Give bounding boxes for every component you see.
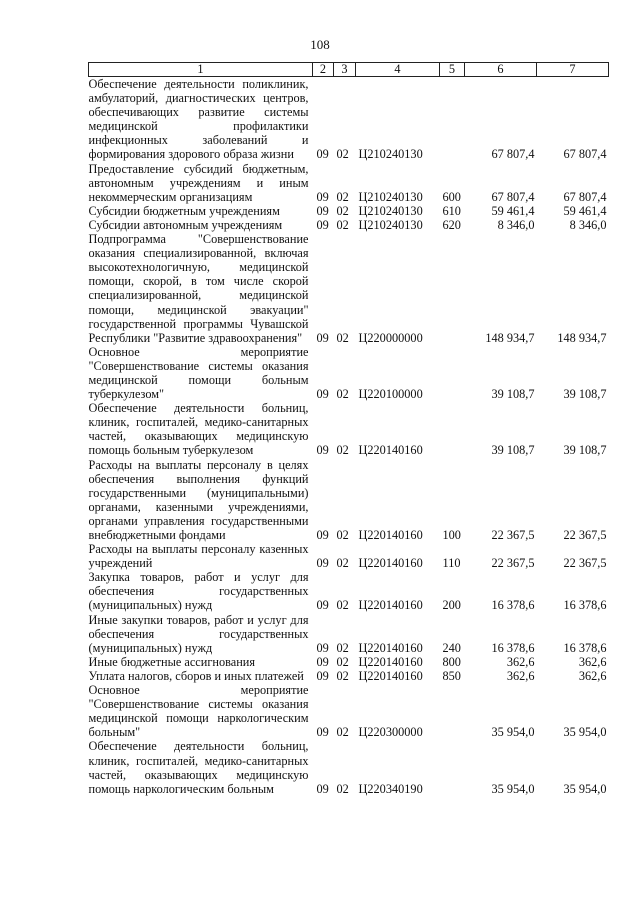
row-target-code: Ц220140160 [358,598,423,613]
row-amount-1: 16 378,6 [491,640,535,655]
row-expense-type: 600 [442,189,461,204]
table-row [89,570,609,612]
row-amount-1: 59 461,4 [491,203,535,218]
row-section: 09 [316,203,329,218]
row-expense-type: 100 [442,528,461,542]
row-amount-2: 8 346,0 [569,217,607,232]
row-name: Обеспечение деятельности больниц, клиник, госпиталей, медико-санитарных частей, оказывающих медицинскую помощь наркологическим больным [88,739,309,796]
row-name: Предоставление субсидий бюджетным, автономным учреждениям и иным некоммерческим организациям [88,161,309,204]
budget-table [88,62,609,796]
row-section: 09 [316,654,329,669]
row-target-code: Ц210240130 [358,147,423,162]
row-amount-1: 22 367,5 [491,556,535,571]
row-section: 09 [316,725,329,740]
row-target-code: Ц220300000 [358,725,423,740]
row-amount-1: 39 108,7 [491,443,535,458]
row-name: Субсидии автономным учреждениям [88,217,283,232]
row-target-code: Ц220140160 [358,668,423,683]
row-target-code: Ц210240130 [358,189,423,204]
row-amount-1: 362,6 [506,668,535,683]
row-amount-1: 148 934,7 [485,330,535,345]
row-amount-1: 8 346,0 [497,217,535,232]
row-target-code: Ц220140160 [358,640,423,655]
row-subsection: 02 [336,668,349,683]
row-expense-type: 800 [442,654,461,669]
row-section: 09 [316,443,329,458]
table-row [89,669,609,683]
row-amount-2: 16 378,6 [563,640,607,655]
table-row [89,77,609,162]
table-row [89,683,609,739]
row-expense-type: 240 [442,640,461,655]
row-amount-2: 67 807,4 [563,147,607,162]
row-amount-2: 16 378,6 [563,598,607,613]
row-expense-type [440,77,465,162]
row-subsection: 02 [336,189,349,204]
header-col-7: 7 [537,63,609,77]
header-col-1: 1 [89,63,313,77]
row-section: 09 [316,556,329,571]
row-section: 09 [316,640,329,655]
table-row [89,401,609,457]
row-name: Иные закупки товаров, работ и услуг для обеспечения государственных (муниципальных) нужд [88,612,309,655]
row-section: 09 [316,668,329,683]
table-row [89,613,609,655]
row-target-code: Ц220140160 [358,654,423,669]
header-col-5: 5 [440,63,465,77]
row-expense-type: 620 [442,217,461,232]
row-subsection: 02 [336,556,349,571]
table-row [89,739,609,795]
row-amount-1: 67 807,4 [491,147,535,162]
row-amount-2: 22 367,5 [563,556,607,571]
row-expense-type [440,232,465,345]
row-expense-type [440,345,465,401]
row-section: 09 [316,598,329,613]
row-name: Закупка товаров, работ и услуг для обеспечения государственных (муниципальных) нужд [88,570,309,613]
row-subsection: 02 [336,781,349,796]
row-amount-2: 35 954,0 [563,781,607,796]
row-amount-2: 67 807,4 [563,189,607,204]
row-name: Субсидии бюджетным учреждениям [88,203,280,218]
table-row [89,458,609,543]
row-section: 09 [316,189,329,204]
table-row [89,218,609,232]
row-name: Подпрограмма "Совершенствование оказания специализированной, включая высокотехнологичную, медицинской помощи, скорой, в том числе скорой специализированной, медицинской помощи, медицинской эвакуации" государственной программы Чувашской Республики "Развитие здравоохранения" [88,232,309,345]
table-row [89,204,609,218]
row-name: Расходы на выплаты персоналу в целях обеспечения выполнения функций государственными (муниципальными) органами, казенными учреждениями, органами управления государственными внебюджетными фондами [88,457,309,542]
row-amount-2: 362,6 [578,668,607,683]
header-col-2: 2 [313,63,334,77]
row-subsection: 02 [336,387,349,402]
row-amount-2: 148 934,7 [557,330,607,345]
row-name: Уплата налогов, сборов и иных платежей [88,668,304,683]
row-expense-type [440,739,465,795]
row-expense-type [440,683,465,739]
table-header [89,63,609,77]
row-section: 09 [316,217,329,232]
row-subsection: 02 [336,203,349,218]
page-number: 108 [310,37,330,52]
row-name: Основное мероприятие "Совершенствование системы оказания медицинской помощи наркологическим больным" [88,683,309,740]
row-subsection: 02 [336,330,349,345]
row-name: Иные бюджетные ассигнования [88,654,256,669]
row-expense-type [440,401,465,457]
table-row [89,542,609,570]
row-amount-1: 67 807,4 [491,189,535,204]
row-subsection: 02 [336,725,349,740]
row-target-code: Ц220140160 [358,556,423,571]
row-subsection: 02 [336,654,349,669]
row-section: 09 [316,528,329,542]
header-col-6: 6 [465,63,537,77]
row-subsection: 02 [336,217,349,232]
row-amount-2: 39 108,7 [563,387,607,402]
row-amount-2: 362,6 [578,654,607,669]
table-row [89,655,609,669]
row-subsection: 02 [336,640,349,655]
row-name: Обеспечение деятельности больниц, клиник, госпиталей, медико-санитарных частей, оказывающих медицинскую помощь больным туберкулезом [88,401,309,458]
row-name: Расходы на выплаты персоналу казенных учреждений [88,542,309,571]
row-amount-1: 362,6 [506,654,535,669]
row-expense-type: 200 [442,598,461,613]
table-body [89,77,609,796]
row-amount-1: 16 378,6 [491,598,535,613]
row-target-code: Ц210240130 [358,217,423,232]
table-row [89,162,609,204]
row-amount-1: 39 108,7 [491,387,535,402]
row-section: 09 [316,147,329,162]
row-amount-2: 39 108,7 [563,443,607,458]
row-expense-type: 610 [442,203,461,218]
row-target-code: Ц210240130 [358,203,423,218]
table-row [89,232,609,345]
row-target-code: Ц220140160 [358,443,423,458]
row-amount-1: 35 954,0 [491,725,535,740]
row-subsection: 02 [336,443,349,458]
row-name: Обеспечение деятельности поликлиник, амбулаторий, диагностических центров, обеспечивающих развитие системы медицинской профилактики инфекционных заболеваний и формирования здорового образа жизни [88,77,309,162]
row-amount-2: 35 954,0 [563,725,607,740]
row-section: 09 [316,387,329,402]
row-target-code: Ц220100000 [358,387,423,402]
row-amount-1: 22 367,5 [491,528,535,542]
table-row [89,345,609,401]
row-section: 09 [316,330,329,345]
row-amount-2: 59 461,4 [563,203,607,218]
row-target-code: Ц220000000 [358,330,423,345]
row-subsection: 02 [336,598,349,613]
row-target-code: Ц220340190 [358,781,423,796]
row-amount-1: 35 954,0 [491,781,535,796]
row-amount-2: 22 367,5 [563,528,607,542]
row-subsection: 02 [336,147,349,162]
row-section: 09 [316,781,329,796]
header-row [89,63,609,77]
header-col-3: 3 [334,63,356,77]
row-name: Основное мероприятие "Совершенствование системы оказания медицинской помощи больным туберкулезом" [88,344,309,402]
row-expense-type: 110 [442,556,461,571]
header-col-4: 4 [356,63,440,77]
row-target-code: Ц220140160 [358,528,423,542]
row-expense-type: 850 [442,668,461,683]
row-subsection: 02 [336,528,349,542]
